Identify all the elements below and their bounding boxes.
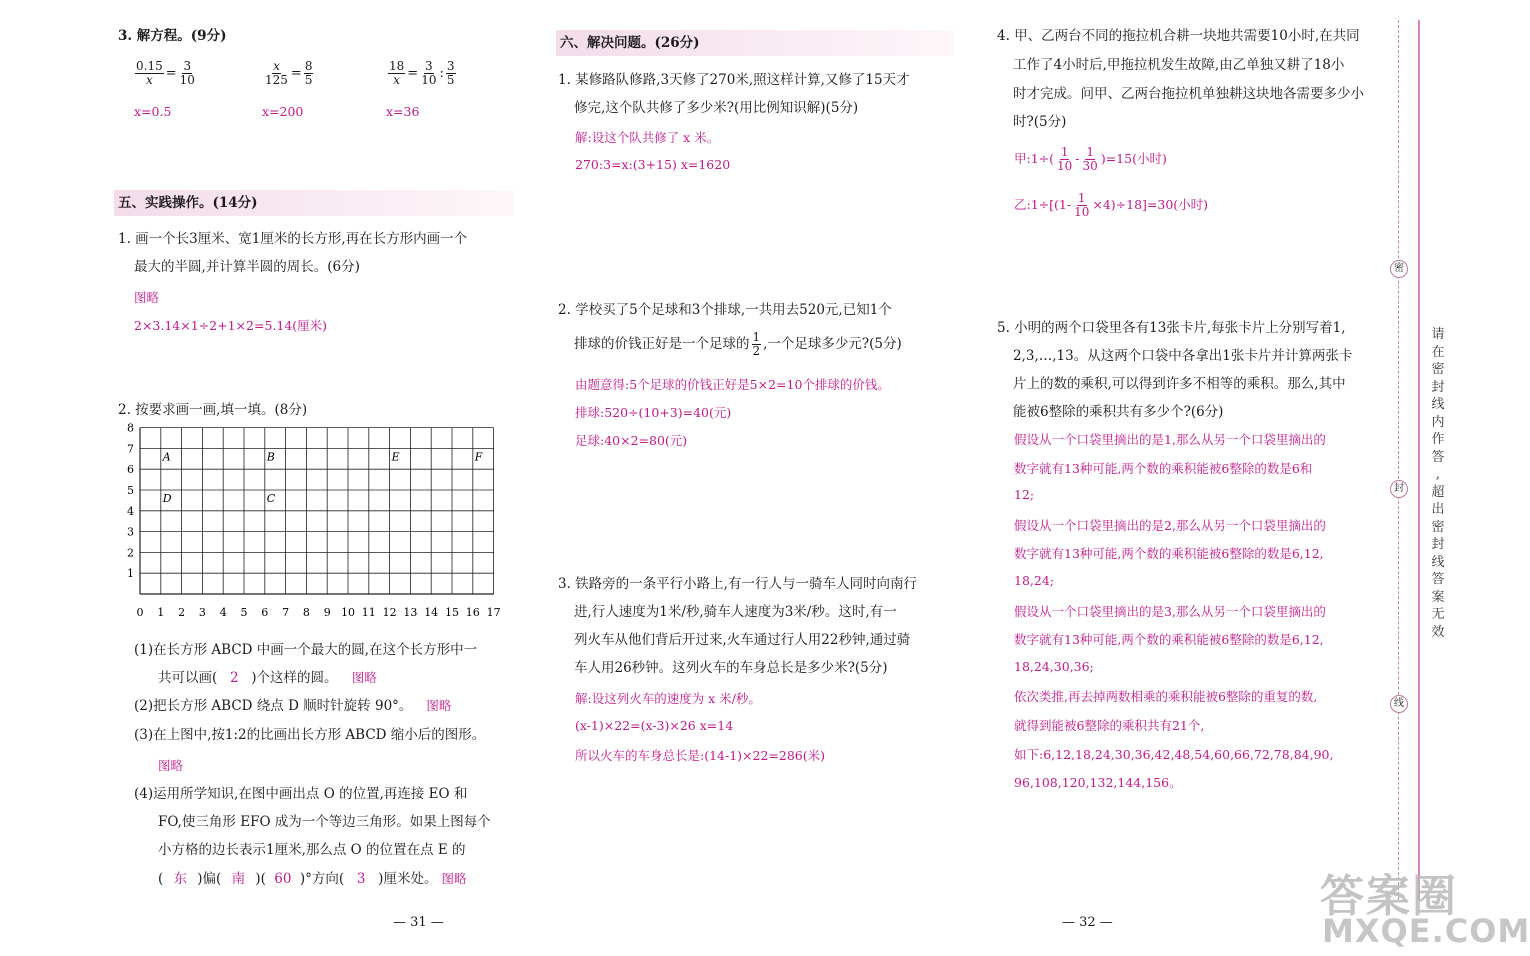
equation-3: $\frac{18}{x}$ = $\frac{3}{10}$ : $\frac{3}{5}$ [389,59,455,87]
m-p2-line1: 2. 学校买了5个足球和3个排球,一共用去520元,已知1个 [558,302,892,318]
notice-char: 密 [1431,519,1445,535]
notice-char: 线 [1431,397,1445,412]
point-label-C: C [266,492,276,505]
y-tick-label: 1 [127,567,134,581]
x-tick-label: 5 [240,606,248,619]
notice-char: 案 [1431,589,1445,605]
y-tick-label: 2 [127,546,134,560]
notice-char: 请 [1431,327,1445,342]
y-tick-label: 8 [127,421,134,435]
notice-char: 封 [1431,379,1445,395]
notice-char: 内 [1431,414,1445,430]
seal-mark-1: 密 [1390,260,1408,278]
m-p3-line3: 列火车从他们背后开过来,火车通过行人用22秒钟,通过骑 [574,632,911,648]
m-p2-line2: 排球的价钱正好是一个足球的 $\frac{1}{2}$ ,一个足球多少元?(5分) [574,330,902,358]
x-tick-label: 14 [424,606,439,619]
y-tick-label: 5 [127,484,134,497]
notice-char: 无 [1431,607,1445,622]
notice-char: , [1435,467,1441,482]
p5-answer-line: 18,24,30,36; [1014,658,1094,674]
r-p4-answer-1: 甲:1÷( $\frac{1}{10}$ - $\frac{1}{30}$ )=15(小时) [1014,145,1167,173]
q3-title: 3. 解方程。(9分) [118,28,227,44]
m-p1-answer-2: 270:3=x:(3+15) x=1620 [575,157,731,172]
x-tick-label: 16 [465,606,480,619]
coordinate-grid [118,421,513,622]
x-tick-label: 10 [341,606,355,619]
answer-eq3: x=36 [386,104,420,119]
p1-answer-2: 2×3.14×1÷2+1×2=5.14(厘米) [134,318,328,333]
x-tick-label: 1 [157,606,165,619]
notice-char: 出 [1431,502,1445,517]
notice-char: 线 [1431,554,1445,570]
x-tick-label: 13 [403,606,418,619]
equation-2: $\frac{x}{125}$ = $\frac{8}{5}$ [265,59,313,87]
y-tick-label: 4 [127,504,134,518]
notice-char: 密 [1431,362,1445,377]
p5-answer-line: 就得到能被6整除的乘积共有21个, [1014,718,1205,733]
m-p2-answer-2: 排球:520÷(10+3)=40(元) [575,405,732,420]
seal-solid-line [1418,20,1420,900]
equation-1: $\frac{0.15}{x}$ = $\frac{3}{10}$ [136,59,195,87]
notice-char: 在 [1431,344,1445,360]
notice-char: 超 [1431,484,1445,500]
p1-line1: 1. 画一个长3厘米、宽1厘米的长方形,再在长方形内画一个 [118,231,468,247]
p2-title: 2. 按要求画一画,填一填。(8分) [118,402,308,418]
x-tick-label: 2 [178,606,186,619]
seal-notice [1431,326,1445,641]
p2-s4b: FO,使三角形 EFO 成为一个等边三角形。如果上图每个 [158,814,491,830]
y-tick-label: 6 [127,463,134,477]
watermark-logo-bottom: MXQE.COM [1322,912,1530,950]
notice-char: 封 [1431,537,1445,552]
notice-char: 答 [1431,572,1445,587]
r-p5-line3: 片上的数的乘积,可以得到许多不相等的乘积。那么,其中 [1013,376,1346,392]
r-p4-line1: 4. 甲、乙两台不同的拖拉机合耕一块地共需要10小时,在共同 [997,28,1360,44]
p5-answer-line: 数字就有13种可能,两个数的乘积能被6整除的数是6,12, [1014,632,1324,648]
m-p2-answer-1: 由题意得:5个足球的价钱正好是5×2=10个排球的价钱。 [575,377,890,392]
answer-eq1: x=0.5 [134,104,172,119]
x-tick-label: 8 [302,606,310,619]
notice-char: 作 [1431,432,1445,447]
p5-answer-line: 如下:6,12,18,24,30,36,42,48,54,60,66,72,78,84,90, [1014,746,1334,762]
x-tick-label: 11 [361,606,376,619]
x-tick-label: 3 [198,606,206,619]
r-p4-line2: 工作了4小时后,甲拖拉机发生故障,由乙单独又耕了18小 [1013,57,1345,73]
x-tick-label: 4 [219,606,227,619]
x-tick-label: 7 [282,606,290,619]
p5-answer-line: 假设从一个口袋里摘出的是3,那么从另一个口袋里摘出的 [1014,603,1326,619]
seal-mark-2: 封 [1390,480,1408,498]
x-tick-label: 12 [382,606,397,619]
grid-tick-labels [127,422,501,619]
point-label-F: F [474,450,483,464]
point-label-D: D [162,492,172,505]
p2-s2: (2)把长方形 ABCD 绕点 D 顺时针旋转 90°。 图略 [134,698,452,714]
r-p5-line4: 能被6整除的乘积共有多少个?(6分) [1013,404,1224,420]
m-p3-answer-1: 解:设这列火车的速度为 x 米/秒。 [575,691,761,706]
page-number-32: — 32 — [1062,915,1113,930]
point-label-B: B [266,450,275,464]
m-p3-line2: 进,行人速度为1米/秒,骑车人速度为3米/秒。这时,有一 [574,604,897,620]
p2-s4c: 小方格的边长表示1厘米,那么点 O 的位置在点 E 的 [158,842,466,858]
r-p5-line2: 2,3,…,13。从这两个口袋中各拿出1张卡片并计算两张卡 [1013,348,1353,364]
p5-answer-line: 数字就有13种可能,两个数的乘积能被6整除的数是6,12, [1014,546,1324,562]
x-tick-label: 6 [261,606,269,619]
m-p3-line4: 车人用26秒钟。这列火车的车身总长是多少米?(5分) [574,660,888,676]
m-p3-line1: 3. 铁路旁的一条平行小路上,有一行人与一骑车人同时向南行 [558,576,917,592]
m-p1-line2: 修完,这个队共修了多少米?(用比例知识解)(5分) [574,100,859,116]
p5-answer-line: 96,108,120,132,144,156。 [1014,775,1182,791]
y-tick-label: 7 [127,442,134,456]
x-tick-label: 15 [445,606,459,619]
section-6-header: 六、解决问题。(26分) [556,30,954,56]
notice-char: 效 [1431,624,1445,640]
x-tick-label: 17 [486,606,501,619]
p2-s4d: ( 东 )偏( 南 )( 60 )°方向( 3 )厘米处。 图略 [158,871,467,887]
notice-char: 答 [1431,449,1445,465]
m-p2-answer-3: 足球:40×2=80(元) [575,433,688,448]
p5-answer-line: 数字就有13种可能,两个数的乘积能被6整除的数是6和 [1014,460,1313,476]
m-p3-answer-2: (x-1)×22=(x-3)×26 x=14 [575,718,734,733]
point-label-E: E [391,450,400,464]
r-p4-line3: 时才完成。问甲、乙两台拖拉机单独耕这块地各需要多少小 [1013,86,1364,102]
p5-answer-line: 假设从一个口袋里摘出的是1,那么从另一个口袋里摘出的 [1014,432,1326,447]
p5-answer-line: 假设从一个口袋里摘出的是2,那么从另一个口袋里摘出的 [1014,517,1326,533]
p5-answer-line: 18,24; [1014,573,1054,588]
p2-s3: (3)在上图中,按1:2的比画出长方形 ABCD 缩小后的图形。 [134,727,486,743]
m-p1-line1: 1. 某修路队修路,3天修了270米,照这样计算,又修了15天才 [558,72,910,88]
x-tick-label: 0 [136,606,144,619]
p5-answer-line: 依次类推,再去掉两数相乘的乘积能被6整除的重复的数, [1014,689,1318,705]
m-p3-answer-3: 所以火车的车身总长是:(14-1)×22=286(米) [575,748,826,763]
seal-mark-3: 线 [1390,695,1408,713]
x-tick-label: 9 [323,606,331,619]
answer-eq2: x=200 [262,104,304,119]
grid-point-labels [162,450,483,505]
p1-answer-1: 图略 [134,290,160,305]
grid-lines [140,428,494,594]
p2-s4a: (4)运用所学知识,在图中画出点 O 的位置,再连接 EO 和 [134,786,468,802]
r-p4-answer-2: 乙:1÷[(1- $\frac{1}{10}$ ×4)÷18]=30(小时) [1014,191,1209,219]
r-p5-line1: 5. 小明的两个口袋里各有13张卡片,每张卡片上分别写着1, [997,320,1346,336]
p2-s1a: (1)在长方形 ABCD 中画一个最大的圆,在这个长方形中一 [134,642,478,658]
p1-line2: 最大的半圆,并计算半圆的周长。(6分) [134,259,360,275]
watermark-logo-top: 答案圈 [1320,871,1458,922]
p5-answer-line: 12; [1014,487,1035,503]
p2-s3-note: 图略 [158,758,184,773]
r-p4-line4: 时?(5分) [1013,114,1067,130]
y-tick-label: 3 [127,525,134,539]
seal-dashed-line [1398,20,1400,900]
point-label-A: A [162,450,171,464]
section-5-header: 五、实践操作。(14分) [114,190,514,216]
m-p1-answer-1: 解:设这个队共修了 x 米。 [575,130,720,145]
p2-s1b: 共可以画( 2 )个这样的圆。 图略 [158,670,377,686]
page-number-31: — 31 — [393,915,444,930]
